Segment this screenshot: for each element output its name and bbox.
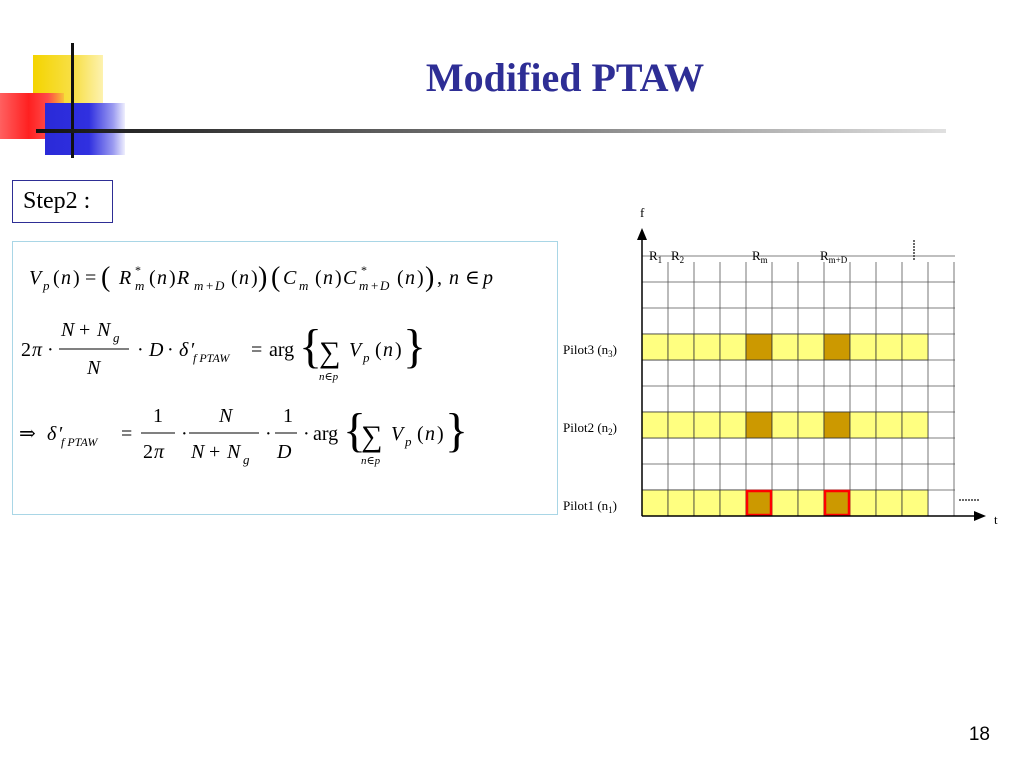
svg-text:n: n — [61, 267, 71, 289]
svg-text:{: { — [343, 404, 367, 457]
pilot3-cell — [720, 334, 746, 360]
t-axis-arrow-icon — [974, 511, 986, 521]
svg-text:V: V — [29, 267, 42, 289]
svg-text:(: ( — [315, 267, 322, 289]
svg-text:+: + — [371, 278, 379, 293]
svg-text:1: 1 — [153, 405, 163, 427]
svg-text:): ) — [258, 262, 268, 293]
svg-text:): ) — [169, 267, 176, 289]
step-label: Step2 : — [23, 188, 91, 214]
svg-text:R: R — [119, 267, 132, 289]
svg-text:n: n — [449, 267, 459, 289]
pilot1-cell — [902, 490, 928, 516]
svg-text:m: m — [299, 278, 309, 293]
svg-text:V: V — [349, 339, 362, 361]
grid-layer — [642, 256, 955, 516]
col-label-rm: $R_m$ — [752, 248, 768, 265]
svg-text:=: = — [85, 267, 97, 289]
svg-text:·: · — [181, 423, 188, 445]
svg-text:n∈p: n∈p — [361, 455, 381, 467]
pilot2-cell — [642, 412, 668, 438]
pilot1-cell — [694, 490, 720, 516]
svg-text:(: ( — [375, 339, 382, 361]
svg-text:2: 2 — [21, 339, 31, 361]
pilot2-cell — [720, 412, 746, 438]
pilot3-highlight-cell — [746, 334, 772, 360]
svg-text:N: N — [227, 441, 241, 463]
svg-text:m: m — [194, 278, 204, 293]
svg-text:·: · — [47, 339, 54, 361]
svg-text:D: D — [380, 278, 390, 293]
svg-text:(: ( — [417, 423, 424, 445]
svg-text:⇒: ⇒ — [19, 423, 36, 445]
svg-text:+: + — [206, 278, 214, 293]
svg-text:+: + — [79, 319, 91, 341]
svg-text:∑: ∑ — [361, 420, 383, 453]
svg-text:=: = — [121, 423, 133, 445]
pilot2-highlight-cell — [824, 412, 850, 438]
svg-text:π: π — [154, 441, 165, 463]
svg-text:arg: arg — [269, 339, 295, 361]
row-label-pilot1: Pilot1 $(n_1)$ — [563, 498, 617, 515]
slide-number: 18 — [968, 724, 990, 745]
svg-text:(: ( — [231, 267, 238, 289]
col-label-r2: $R_2$ — [671, 248, 685, 265]
slide-title: Modified PTAW — [425, 55, 705, 100]
svg-text:(: ( — [397, 267, 404, 289]
svg-text:): ) — [335, 267, 342, 289]
pilot2-cell — [850, 412, 876, 438]
svg-text:p: p — [483, 267, 493, 289]
pilot1-cell — [668, 490, 694, 516]
svg-text:C: C — [343, 267, 357, 289]
svg-text:1: 1 — [283, 405, 293, 427]
pilot2-cell — [772, 412, 798, 438]
pilot1-cell — [798, 490, 824, 516]
svg-text:): ) — [251, 267, 258, 289]
svg-text:*: * — [135, 263, 141, 277]
svg-text:): ) — [73, 267, 80, 289]
row-label-pilot3: Pilot3 $(n_3)$ — [563, 342, 617, 359]
svg-text:(: ( — [53, 267, 60, 289]
svg-text:p: p — [405, 434, 412, 449]
f-axis-arrow-icon — [637, 228, 647, 240]
svg-text:n: n — [239, 267, 249, 289]
pilot1-cell — [772, 490, 798, 516]
svg-text:δ: δ — [179, 339, 189, 361]
pilot2-highlight-cell — [746, 412, 772, 438]
svg-text:N: N — [219, 405, 233, 427]
svg-text:): ) — [437, 423, 444, 445]
svg-text:N: N — [87, 357, 101, 379]
svg-text:+: + — [209, 441, 221, 463]
pilot3-cell — [798, 334, 824, 360]
svg-text:m: m — [135, 278, 145, 293]
svg-text:N: N — [191, 441, 205, 463]
pilot3-cell — [668, 334, 694, 360]
svg-text:{: { — [299, 320, 323, 373]
svg-text:(: ( — [271, 262, 281, 293]
pilot1-cell — [876, 490, 902, 516]
svg-text:f PTAW: f PTAW — [61, 435, 98, 449]
svg-text:m: m — [359, 278, 369, 293]
pilot2-cell — [798, 412, 824, 438]
svg-text:}: } — [445, 404, 469, 457]
col-label-rmd: $R_{m+D}$ — [820, 248, 848, 265]
pilot3-cell — [694, 334, 720, 360]
svg-text:′: ′ — [191, 339, 196, 361]
f-axis-label: f — [640, 205, 645, 220]
pilot3-cell — [902, 334, 928, 360]
svg-text:N: N — [97, 319, 111, 341]
svg-text:n: n — [157, 267, 167, 289]
svg-text:·: · — [167, 339, 174, 361]
pilot1-highlight-cell — [746, 490, 772, 516]
svg-text:,: , — [437, 267, 442, 289]
svg-text:): ) — [417, 267, 424, 289]
svg-text:·: · — [137, 339, 144, 361]
svg-text:): ) — [425, 262, 435, 293]
svg-text:π: π — [32, 339, 43, 361]
pilot1-cell — [850, 490, 876, 516]
t-axis-label: t — [994, 512, 998, 527]
col-label-r1: $R_1$ — [649, 248, 663, 265]
svg-text:): ) — [395, 339, 402, 361]
svg-text:n∈p: n∈p — [319, 371, 339, 383]
pilot2-cell — [902, 412, 928, 438]
pilot1-cell — [642, 490, 668, 516]
svg-text:D: D — [149, 339, 164, 361]
svg-text:n: n — [425, 423, 435, 445]
svg-text:∑: ∑ — [319, 336, 341, 369]
svg-text:2: 2 — [143, 441, 153, 463]
svg-text:f PTAW: f PTAW — [193, 351, 230, 365]
svg-text:′: ′ — [59, 423, 64, 445]
svg-text:arg: arg — [313, 423, 339, 445]
svg-text:n: n — [405, 267, 415, 289]
vertical-ellipsis — [913, 240, 915, 260]
svg-text:·: · — [303, 423, 310, 445]
svg-text:g: g — [243, 452, 250, 467]
pilot1-cell — [720, 490, 746, 516]
pilot2-cell — [668, 412, 694, 438]
svg-text:=: = — [251, 339, 263, 361]
svg-text:n: n — [323, 267, 333, 289]
svg-text:δ: δ — [47, 423, 57, 445]
svg-text:D: D — [215, 278, 225, 293]
svg-text:C: C — [283, 267, 297, 289]
svg-text:∈: ∈ — [465, 267, 480, 289]
horizontal-ellipsis — [959, 499, 979, 501]
svg-text:D: D — [277, 441, 292, 463]
pilot3-cell — [642, 334, 668, 360]
svg-text:(: ( — [149, 267, 156, 289]
svg-text:p: p — [363, 350, 370, 365]
svg-text:p: p — [43, 278, 50, 293]
svg-text:·: · — [265, 423, 272, 445]
pilot3-cell — [850, 334, 876, 360]
pilot3-cell — [772, 334, 798, 360]
pilot2-cell — [876, 412, 902, 438]
pilot2-cell — [694, 412, 720, 438]
pilot3-highlight-cell — [824, 334, 850, 360]
svg-text:V: V — [391, 423, 404, 445]
svg-text:N: N — [61, 319, 75, 341]
pilot3-cell — [876, 334, 902, 360]
svg-text:(: ( — [101, 262, 111, 293]
svg-text:g: g — [113, 330, 120, 345]
row-label-pilot2: Pilot2 $(n_2)$ — [563, 420, 617, 437]
svg-text:R: R — [177, 267, 190, 289]
pilot1-highlight-cell — [824, 490, 850, 516]
svg-text:*: * — [361, 263, 367, 277]
svg-text:n: n — [383, 339, 393, 361]
svg-text:}: } — [403, 320, 427, 373]
